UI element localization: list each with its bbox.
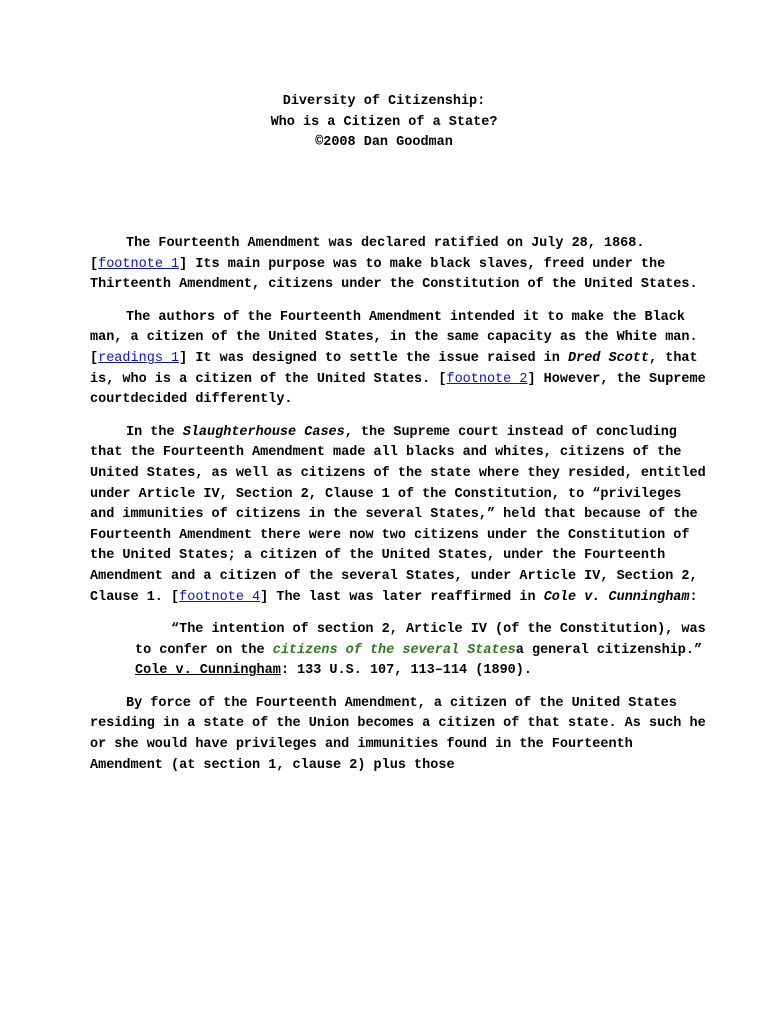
paragraph-4: By force of the Fourteenth Amendment, a citizen of the United States residing in a state of the Union becomes a citizen of that state. As such he or she would have privileges and immunities found in the Fourteenth Amendment (at section 1, clause 2) plus those: [90, 695, 706, 773]
quote-citation: Cole v. Cunningham: [135, 663, 281, 679]
footnote-4-link[interactable]: footnote 4: [179, 589, 261, 605]
block-quote: “The intention of section 2, Article IV (of the Constitution), was to confer on the citizens of the several Statesa general citizenship.” Cole v. Cunningham: 133 U.S. 107, 113–114 (1890).: [135, 622, 706, 679]
paragraph-1: The Fourteenth Amendment was declared ratified on July 28, 1868. [footnote 1] Its main purpose was to make black slaves, freed under the Thirteenth Amendment, citizens under the Constitution of the United States.: [90, 236, 698, 293]
document-header: [0, 92, 768, 154]
title-line-2: Who is a Citizen of a State?: [270, 114, 498, 130]
document-body: [90, 234, 710, 788]
cole-ref: Cole v. Cunningham: [543, 589, 690, 605]
title-line-1: Diversity of Citizenship:: [282, 94, 486, 109]
footnote-1-link[interactable]: footnote 1: [98, 256, 180, 272]
copyright-line: ©2008 Dan Goodman: [315, 135, 453, 151]
quote-highlight: citizens of the several States: [272, 642, 516, 658]
paragraph-3: In the Slaughterhouse Cases, the Supreme court instead of concluding that the Fourteenth Amendment made all blacks and whites, citizens of the United States, as well as citizens of the state where they resided, entitled under Article IV, Section 2, Clause 1 of the Constitution, to “privileges and immunities of citizens in the several States,” held that because of the Fourteenth Amendment there were now two citizens under the Constitution of the United States; a citizen of the United States, under the Fourteenth Amendment and a citizen of the several States, under Article IV, Section 2, Clause 1. [footnote 4] The last was later reaffirmed in Cole v. Cunningham:: [90, 424, 706, 605]
readings-1-link[interactable]: readings 1: [98, 350, 180, 366]
dred-scott-ref: Dred Scott: [568, 350, 650, 366]
footnote-2-link[interactable]: footnote 2: [446, 371, 528, 387]
paragraph-2: The authors of the Fourteenth Amendment intended it to make the Black man, a citizen of the United States, in the same capacity as the White man. [readings 1] It was designed to settle the issue raised in Dred Scott, that is, who is a citizen of the United States. [footnote 2] However, the Supreme courtdecided differently.: [90, 309, 706, 408]
slaughterhouse-ref: Slaughterhouse Cases: [182, 424, 345, 440]
